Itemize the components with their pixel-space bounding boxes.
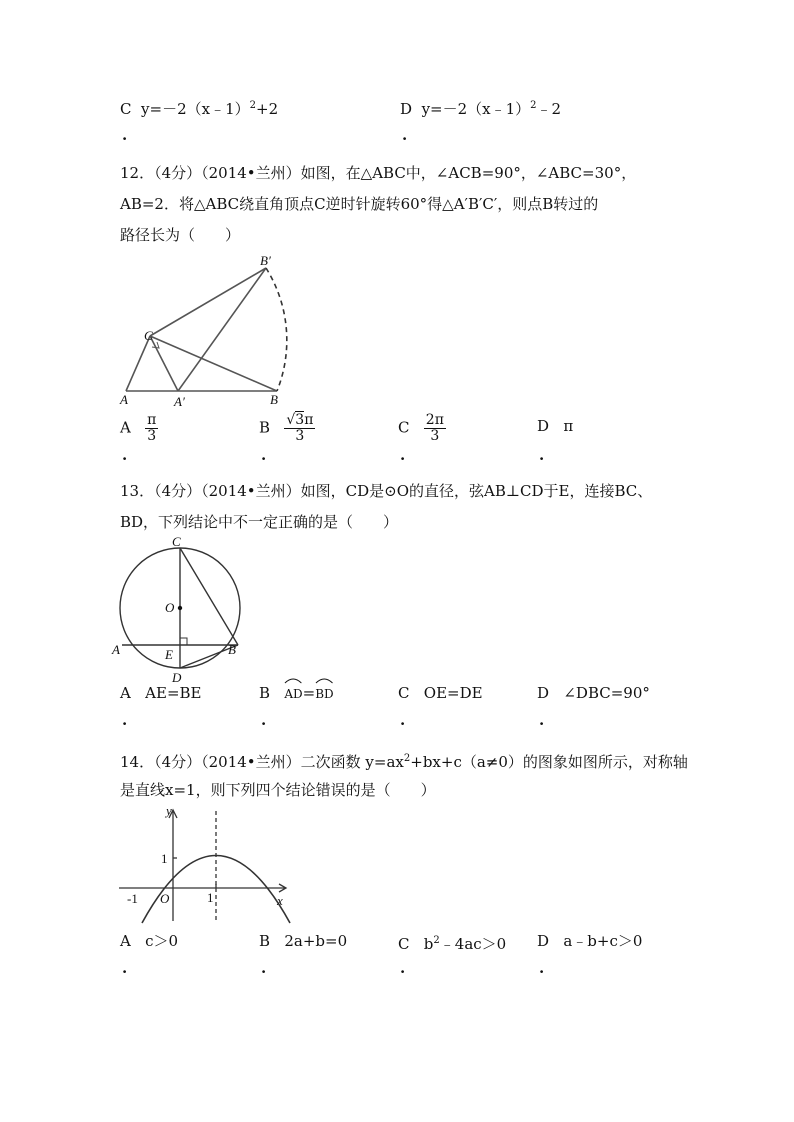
q14-option-c[interactable] xyxy=(398,931,506,954)
label-c: C xyxy=(144,328,153,343)
option-text: y=－2（x﹣1） xyxy=(141,100,250,118)
option-text: π xyxy=(563,417,574,435)
label-x-1: 1 xyxy=(207,890,214,905)
option-dot: . xyxy=(539,959,545,977)
q12-option-b[interactable] xyxy=(259,413,315,444)
segment-cb xyxy=(150,336,277,391)
q13-stem-line1: 13．（4分）（2014•兰州）如图，CD是⊙O的直径，弦AB⊥CD于E，连接BC、 xyxy=(120,482,653,500)
option-text: 2a+b=0 xyxy=(284,932,348,950)
numerator: π xyxy=(147,412,157,428)
label-y-1: 1 xyxy=(161,851,168,866)
q13-option-b[interactable] xyxy=(259,683,334,704)
radicand: 3 xyxy=(295,412,305,428)
denominator: 3 xyxy=(295,428,305,444)
q14-stem-line1 xyxy=(120,749,688,772)
label-d: D xyxy=(172,670,182,685)
option-dot: . xyxy=(261,446,267,464)
label-o: O xyxy=(165,600,175,615)
arc-bd xyxy=(315,683,333,704)
exponent: 2 xyxy=(433,935,440,946)
arc-ad xyxy=(284,683,302,704)
q12-option-a[interactable] xyxy=(120,413,158,444)
option-text: y=－2（x﹣1） xyxy=(421,100,531,118)
option-letter: C xyxy=(398,935,410,953)
option-dot: . xyxy=(261,711,267,729)
q14-option-b[interactable] xyxy=(259,931,347,951)
q12-stem-line2: AB=2．将△ABC绕直角顶点C逆时针旋转60°得△A′B′C′，则点B转过的 xyxy=(120,195,599,213)
option-dot: . xyxy=(400,711,406,729)
option-letter: B xyxy=(259,932,271,950)
label-a: A xyxy=(120,392,128,407)
segment-ca-prime xyxy=(150,336,178,391)
q13-figure xyxy=(110,535,250,685)
exponent: 2 xyxy=(403,753,411,764)
prev-option-c[interactable] xyxy=(120,96,278,119)
fraction xyxy=(284,413,315,444)
numerator-pi: π xyxy=(304,412,314,428)
label-y-axis: y xyxy=(166,803,172,818)
option-dot: . xyxy=(122,959,128,977)
option-letter: C xyxy=(120,100,132,118)
label-a-prime: A′ xyxy=(174,394,185,409)
q14-option-d[interactable] xyxy=(537,931,642,951)
option-text: b xyxy=(423,935,434,953)
option-dot: . xyxy=(261,959,267,977)
q12-option-d[interactable] xyxy=(537,416,573,436)
option-dot: . xyxy=(539,711,545,729)
option-letter: D xyxy=(400,100,413,118)
q12-stem-line1: 12．（4分）（2014•兰州）如图，在△ABC中，∠ACB=90°，∠ABC=30°， xyxy=(120,164,637,182)
label-origin: O xyxy=(160,891,170,906)
option-text: c＞0 xyxy=(145,932,179,950)
q12-stem-line3: 路径长为（ ） xyxy=(120,226,241,244)
center-point xyxy=(178,606,182,610)
rotation-arc xyxy=(266,268,287,391)
exponent: 2 xyxy=(530,100,537,111)
option-dot: . xyxy=(539,446,545,464)
arc-mark xyxy=(315,677,333,684)
label-b: B xyxy=(228,642,236,657)
label-e: E xyxy=(165,647,173,662)
option-text: ﹣2 xyxy=(536,100,562,118)
q14-stem-line2: 是直线x=1，则下列四个结论错误的是（ ） xyxy=(120,781,436,799)
q13-option-d[interactable] xyxy=(537,683,650,703)
q13-stem-line2: BD，下列结论中不一定正确的是（ ） xyxy=(120,513,399,531)
option-text: AE=BE xyxy=(145,684,202,702)
option-dot: . xyxy=(122,711,128,729)
label-x-axis: x xyxy=(277,893,283,908)
label-c: C xyxy=(172,535,181,549)
denominator: 3 xyxy=(147,428,157,444)
option-letter: C xyxy=(398,684,410,702)
q14-figure xyxy=(115,803,300,928)
right-angle-mark xyxy=(180,638,187,645)
option-letter: A xyxy=(120,684,131,702)
option-letter: B xyxy=(259,418,271,437)
option-letter: C xyxy=(398,418,410,437)
q13-option-a[interactable] xyxy=(120,683,201,703)
option-dot: . xyxy=(400,959,406,977)
option-letter: B xyxy=(259,684,271,702)
numerator: 2π xyxy=(425,412,444,428)
option-text: a﹣b+c＞0 xyxy=(563,932,643,950)
option-letter: A xyxy=(120,932,131,950)
q13-option-c[interactable] xyxy=(398,683,483,703)
option-text: ﹣4ac＞0 xyxy=(439,935,507,953)
prev-option-d[interactable] xyxy=(400,96,561,119)
q12-option-c[interactable] xyxy=(398,413,446,444)
fraction xyxy=(145,413,158,444)
label-b: B xyxy=(270,392,278,407)
segment-ca xyxy=(126,336,150,391)
q14-option-a[interactable] xyxy=(120,931,178,951)
exponent: 2 xyxy=(249,100,256,111)
equals-sign: = xyxy=(302,684,316,702)
option-letter: D xyxy=(537,684,550,702)
label-x-neg1: -1 xyxy=(127,891,138,906)
option-text: OE=DE xyxy=(423,684,483,702)
arc-label: BD xyxy=(315,687,334,701)
arc-mark xyxy=(284,677,302,684)
numerator: √3π xyxy=(286,412,314,428)
option-text: +2 xyxy=(256,100,279,118)
denominator: 3 xyxy=(430,428,440,444)
option-dot: . xyxy=(402,126,408,144)
segment-cb-prime xyxy=(150,268,266,336)
q12-figure xyxy=(110,250,320,410)
option-letter: A xyxy=(120,418,131,437)
option-letter: D xyxy=(537,932,550,950)
label-b-prime: B′ xyxy=(260,253,271,268)
option-dot: . xyxy=(122,446,128,464)
segment-a-prime-b-prime xyxy=(178,268,266,391)
option-text: ∠DBC=90° xyxy=(563,684,650,702)
arc-label: AD xyxy=(284,687,303,701)
stem-text: 14．（4分）（2014•兰州）二次函数 y=ax xyxy=(120,753,404,771)
fraction xyxy=(424,413,446,444)
segment-bc xyxy=(180,548,238,645)
label-a: A xyxy=(112,642,120,657)
option-letter: D xyxy=(537,417,550,435)
option-dot: . xyxy=(122,126,128,144)
option-dot: . xyxy=(400,446,406,464)
stem-text: +bx+c（a≠0）的图象如图所示，对称轴 xyxy=(410,753,688,771)
